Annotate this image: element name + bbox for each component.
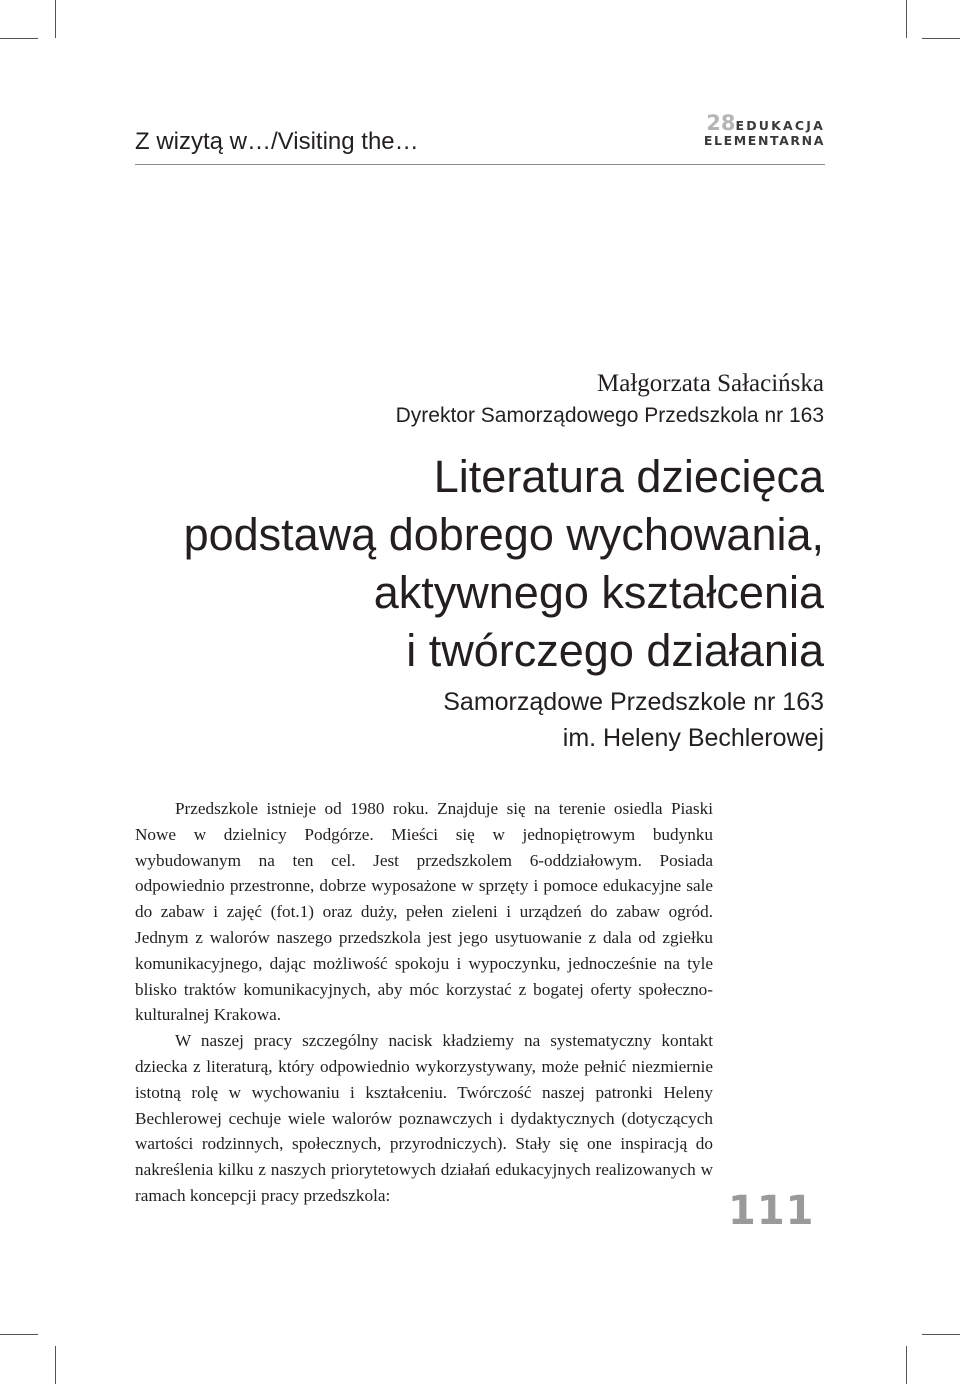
- crop-mark: [55, 1346, 56, 1384]
- article-title: [184, 448, 824, 680]
- title-line: i twórczego działania: [406, 625, 824, 676]
- title-line: podstawą dobrego wychowania,: [183, 509, 824, 560]
- journal-number: 28: [706, 111, 736, 135]
- title-line: Literatura dziecięca: [433, 451, 824, 502]
- crop-mark: [922, 38, 960, 39]
- author-role: Dyrektor Samorządowego Przedszkola nr 163: [395, 404, 824, 427]
- crop-mark: [55, 0, 56, 38]
- subtitle-line: im. Heleny Bechlerowej: [562, 724, 824, 752]
- section-title: Z wizytą w…/Visiting the…: [135, 128, 419, 155]
- journal-name-line2: ELEMENTARNA: [703, 133, 825, 148]
- journal-name-line1: EDUKACJA: [735, 118, 825, 133]
- subtitle-line: Samorządowe Przedszkole nr 163: [443, 688, 824, 716]
- crop-mark: [906, 1346, 907, 1384]
- page-number: 111: [728, 1188, 815, 1234]
- title-line: aktywnego kształcenia: [373, 567, 824, 618]
- crop-mark: [922, 1334, 960, 1335]
- body-paragraph: Przedszkole istnieje od 1980 roku. Znajduje się na terenie osiedla Piaski Nowe w dzielnicy Podgórze. Mieści się w jednopiętrowym budynku wybudowanym na ten cel. Jest przedszkolem 6-oddziałowym. Posiada odpowiednio przestronne, dobrze wyposażone w sprzęty i pomoce edukacyjne sale do zabaw i zajęć (fot.1) oraz duży, pełen zieleni i urządzeń do zabaw ogród. Jednym z walorów naszego przedszkola jest jego usytuowanie z dala od zgiełku komunikacyjnego, dając możliwość spokoju i wypoczynku, jednocześnie na tyle blisko traktów komunikacyjnych, aby móc korzystać z bogatej oferty społeczno-kulturalnej Krakowa.: [135, 799, 713, 1025]
- crop-mark: [0, 38, 38, 39]
- author-name: Małgorzata Sałacińska: [597, 370, 824, 397]
- article-subtitle: [443, 684, 824, 756]
- article-body: [135, 796, 713, 1209]
- crop-mark: [906, 0, 907, 38]
- body-paragraph: W naszej pracy szczególny nacisk kładziemy na systematyczny kontakt dziecka z literaturą, który odpowiednio wykorzystywany, może pełnić niezmiernie istotną rolę w wychowaniu i kształceniu. Twórczość naszej patronki Heleny Bechlerowej cechuje wiele walorów poznawczych i dydaktycznych (dotyczących wartości rodzinnych, społecznych, przyrodniczych). Stały się one inspiracją do nakreślenia kilku z naszych priorytetowych działań edukacyjnych realizowanych w ramach koncepcji pracy przedszkola:: [135, 1031, 713, 1205]
- page-header: [135, 108, 825, 168]
- journal-logo: [703, 111, 825, 148]
- crop-mark: [0, 1334, 38, 1335]
- header-rule: [135, 164, 825, 165]
